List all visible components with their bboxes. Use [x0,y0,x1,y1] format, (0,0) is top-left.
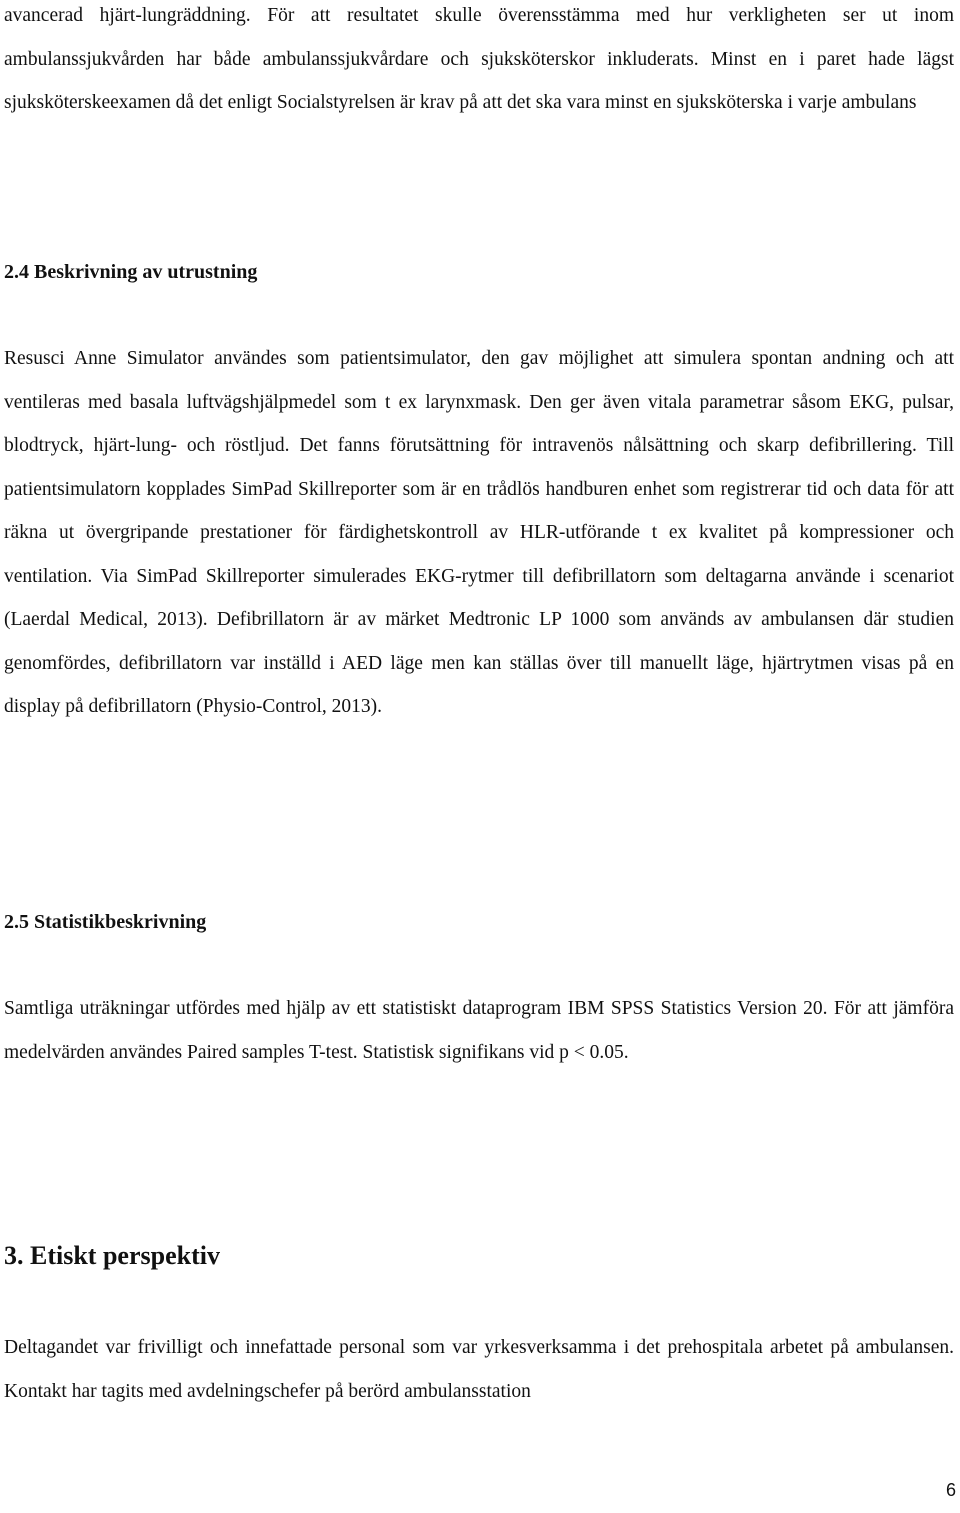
section-heading-equipment: 2.4 Beskrivning av utrustning [4,261,258,283]
section-heading-ethics: 3. Etiskt perspektiv [4,1241,220,1270]
equipment-paragraph: Resusci Anne Simulator användes som patientsimulator, den gav möjlighet att simulera spontan andning och att ventileras med basala luftvägshjälpmedel som t ex larynxmask. Den ger även vitala parametrar såsom EKG, pulsar, blodtryck, hjärt-lung- och röstljud. Det fanns förutsättning för intravenös nålsättning och skarp defibrillering. Till patientsimulatorn kopplades SimPad Skillreporter som är en trådlös handburen enhet som registrerar tid och data för att räkna ut övergripande prestationer för färdighetskontroll av HLR-utförande t ex kvalitet på kompressioner och ventilation. Via SimPad Skillreporter simulerades EKG-rytmer till defibrillatorn som deltagarna använde i scenariot (Laerdal Medical, 2013). Defibrillatorn är av märket Medtronic LP 1000 som används av ambulansen där studien genomfördes, defibrillatorn var inställd i AED läge men kan ställas över till manuellt läge, hjärtrytmen visas på en display på defibrillatorn (Physio-Control, 2013). [4,348,954,717]
document-page [4,0,954,1513]
statistics-paragraph: Samtliga uträkningar utfördes med hjälp av ett statistiskt dataprogram IBM SPSS Statistics Version 20. För att jämföra medelvärden användes Paired samples T-test. Statistisk signifikans vid p < 0.05. [4,998,954,1063]
intro-paragraph: avancerad hjärt-lungräddning. För att resultatet skulle överensstämma med hur verkligheten ser ut inom ambulanssjukvården har både ambulanssjukvårdare och sjuksköterskor inkluderats. Minst en i paret hade lägst sjuksköterskeexamen då det enligt Socialstyrelsen är krav på att det ska vara minst en sjuksköterska i varje ambulans [4,5,954,113]
section-heading-statistics: 2.5 Statistikbeskrivning [4,911,207,933]
page-number: 6 [945,1480,956,1500]
ethics-paragraph: Deltagandet var frivilligt och innefattade personal som var yrkesverksamma i det prehospitala arbetet på ambulansen. Kontakt har tagits med avdelningschefer på berörd ambulansstation [4,1337,954,1402]
